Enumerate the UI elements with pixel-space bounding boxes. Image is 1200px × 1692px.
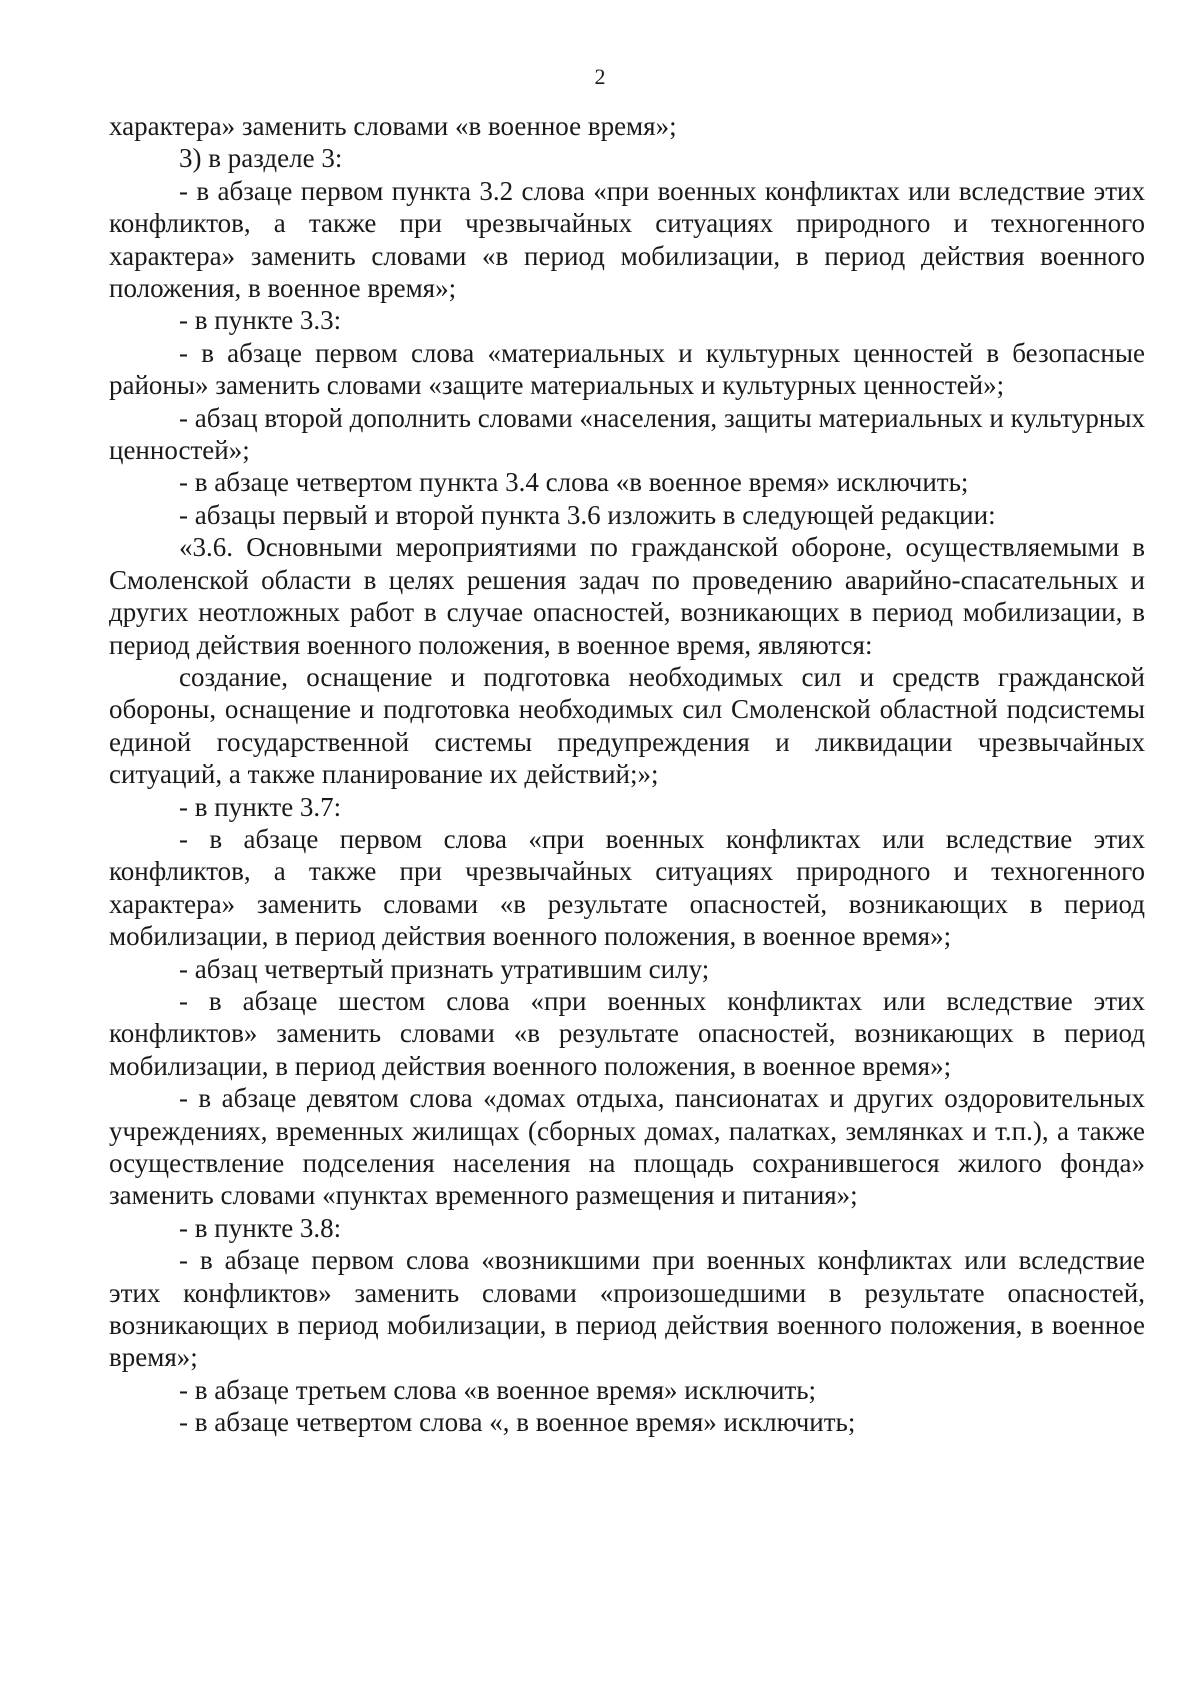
paragraph: - абзац второй дополнить словами «населения, защиты материальных и культурных ценностей»;	[109, 402, 1145, 466]
paragraph: создание, оснащение и подготовка необходимых сил и средств гражданской обороны, оснащение и подготовка необходимых сил Смоленской областной подсистемы единой государственной системы предупреждения и ликвидации чрезвычайных ситуаций, а также планирование их действий;»;	[109, 661, 1145, 790]
page-number: 2	[594, 64, 606, 89]
paragraph: - в абзаце девятом слова «домах отдыха, пансионатах и других оздоровительных учреждениях, временных жилищах (сборных домах, палатках, землянках и т.п.), а также осуществление подселения населения на площадь сохранившегося жилого фонда» заменить словами «пунктах временного размещения и питания»;	[109, 1083, 1145, 1211]
document-body	[109, 110, 1145, 1439]
paragraph: - абзацы первый и второй пункта 3.6 изложить в следующей редакции:	[179, 499, 996, 530]
paragraph: - в абзаце первом слова «возникшими при военных конфликтах или вследствие этих конфликтов» заменить словами «произошедшими в результате опасностей, возникающих в период мобилизации, в период действия военного положения, в военное время»;	[109, 1245, 1145, 1373]
paragraph: - в пункте 3.7:	[179, 791, 342, 822]
paragraph: - в абзаце четвертом слова «, в военное время» исключить;	[179, 1407, 856, 1438]
paragraph: - в абзаце четвертом пункта 3.4 слова «в военное время» исключить;	[179, 467, 969, 498]
paragraph: - в пункте 3.8:	[179, 1212, 342, 1243]
paragraph: - в абзаце первом пункта 3.2 слова «при военных конфликтах или вследствие этих конфликтов, а также при чрезвычайных ситуациях природного и техногенного характера» заменить словами «в период мобилизации, в период действия военного положения, в военное время»;	[109, 175, 1145, 304]
paragraph: 3) в разделе 3:	[179, 143, 343, 174]
paragraph: - в абзаце шестом слова «при военных конфликтах или вследствие этих конфликтов» заменить словами «в результате опасностей, возникающих в период мобилизации, в период действия военного положения, в военное время»;	[109, 985, 1145, 1081]
paragraph: - абзац четвертый признать утратившим силу;	[179, 953, 710, 984]
paragraph: характера» заменить словами «в военное время»;	[109, 111, 677, 141]
paragraph: - в абзаце первом слова «при военных конфликтах или вследствие этих конфликтов, а также при чрезвычайных ситуациях природного и техногенного характера» заменить словами «в результате опасностей, возникающих в период мобилизации, в период действия военного положения, в военное время»;	[109, 823, 1145, 952]
paragraph: - в абзаце первом слова «материальных и культурных ценностей в безопасные районы» заменить словами «защите материальных и культурных ценностей»;	[109, 337, 1145, 401]
paragraph: «3.6. Основными мероприятиями по гражданской обороне, осуществляемыми в Смоленской области в целях решения задач по проведению аварийно-спасательных и других неотложных работ в случае опасностей, возникающих в период мобилизации, в период действия военного положения, в военное время, являются:	[109, 532, 1145, 660]
paragraph: - в пункте 3.3:	[179, 305, 342, 336]
paragraph: - в абзаце третьем слова «в военное время» исключить;	[179, 1374, 817, 1405]
